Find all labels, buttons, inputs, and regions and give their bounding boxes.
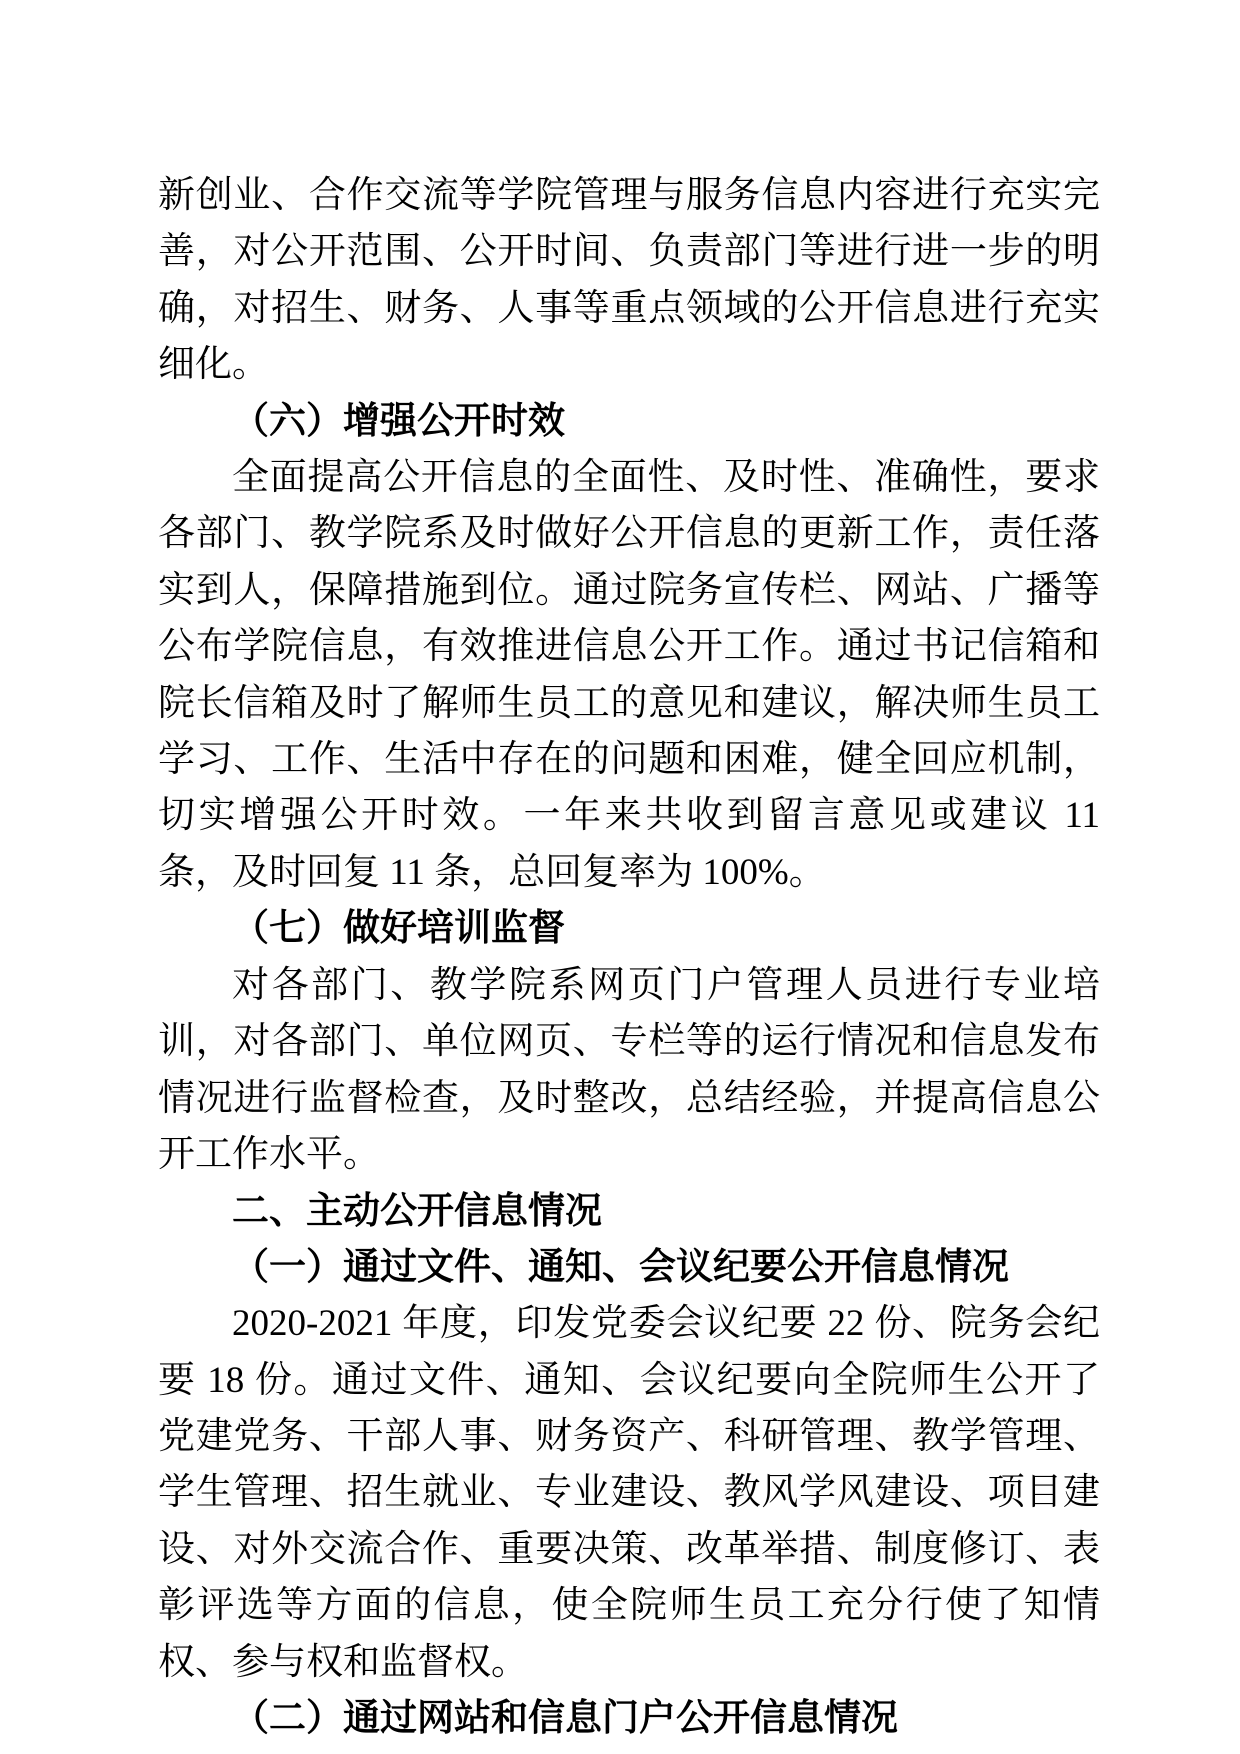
- heading-section-six-timeliness: （六）增强公开时效: [232, 400, 565, 442]
- paragraph-training-supervision-details: 对各部门、教学院系网页门户管理人员进行专业培训，对各部门、单位网页、专栏等的运行情况和信息发布情况进行监督检查，及时整改，总结经验，并提高信息公开工作水平。: [158, 964, 1100, 1175]
- heading-section-seven-training-supervision: （七）做好培训监督: [232, 908, 565, 950]
- heading-section-one-documents-notices: （一）通过文件、通知、会议纪要公开信息情况: [232, 1246, 1009, 1288]
- document-text-block: [158, 168, 1100, 1747]
- paragraph-timeliness-details: 全面提高公开信息的全面性、及时性、准确性，要求各部门、教学院系及时做好公开信息的更新工作，责任落实到人，保障措施到位。通过院务宣传栏、网站、广播等公布学院信息，有效推进信息公开工作。通过书记信箱和院长信箱及时了解师生员工的意见和建议，解决师生员工学习、工作、生活中存在的问题和困难，健全回应机制，切实增强公开时效。一年来共收到留言意见或建议 11 条，及时回复 11 条，总回复率为 100%。: [158, 457, 1100, 893]
- paragraph-documents-notices-details: 2020-2021 年度，印发党委会议纪要 22 份、院务会纪要 18 份。通过文件、通知、会议纪要向全院师生公开了党建党务、干部人事、财务资产、科研管理、教学管理、学生管理、招生就业、专业建设、教风学风建设、项目建设、对外交流合作、重要决策、改革举措、制度修订、表彰评选等方面的信息，使全院师生员工充分行使了知情权、参与权和监督权。: [158, 1303, 1100, 1683]
- heading-section-two-website-portal: （二）通过网站和信息门户公开信息情况: [232, 1697, 898, 1739]
- paragraph-continued-key-areas: 新创业、合作交流等学院管理与服务信息内容进行充实完善，对公开范围、公开时间、负责部门等进行进一步的明确，对招生、财务、人事等重点领域的公开信息进行充实细化。: [158, 175, 1100, 386]
- heading-chapter-two-active-disclosure: 二、主动公开信息情况: [232, 1190, 602, 1232]
